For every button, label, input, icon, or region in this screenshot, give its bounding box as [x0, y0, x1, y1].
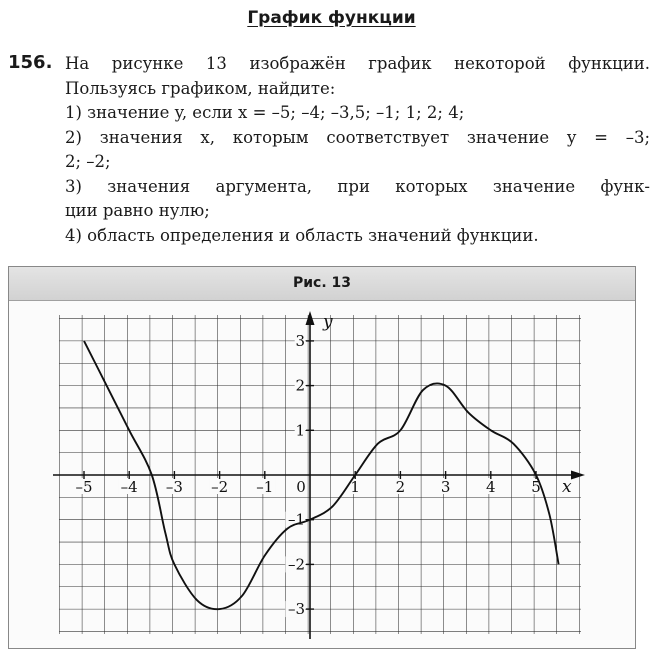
- y-tick-label: –2: [287, 555, 305, 574]
- problem-line: 2) значения x, которым соответствует значение y = –3;: [65, 127, 650, 147]
- y-axis-label: y: [323, 312, 333, 332]
- x-axis-label: x: [562, 477, 572, 497]
- x-tick-label: –4: [120, 478, 138, 496]
- x-tick-label: 2: [395, 478, 406, 496]
- x-tick-label: 3: [440, 478, 451, 496]
- problem-number: 156.: [8, 52, 53, 73]
- figure-13: [8, 266, 636, 649]
- y-tick-label: –3: [287, 600, 305, 619]
- problem-line: ции равно нулю;: [65, 201, 210, 220]
- function-graph: [9, 267, 635, 648]
- problem-line: 2; –2;: [65, 152, 111, 171]
- x-axis-arrow: [571, 471, 585, 480]
- x-tick-label: –1: [256, 478, 274, 496]
- problem-line: 1) значение y, если x = –5; –4; –3,5; –1; 1; 2; 4;: [65, 103, 465, 122]
- x-tick-label: –2: [211, 478, 229, 496]
- y-tick-label: –1: [287, 510, 305, 529]
- problem-text: [65, 52, 650, 248]
- x-tick-label: –5: [75, 478, 93, 496]
- x-tick-label: 0: [296, 478, 306, 496]
- problem-line: 4) область определения и область значений функции.: [65, 225, 539, 245]
- problem-line: На рисунке 13 изображён график некоторой функции.: [65, 54, 650, 73]
- y-tick-label: 1: [295, 421, 305, 440]
- figure-caption: Рис. 13: [292, 275, 352, 291]
- y-axis-arrow: [306, 311, 315, 325]
- x-tick-label: 5: [531, 478, 541, 496]
- y-tick-label: 3: [295, 331, 305, 350]
- problem-line: Пользуясь графиком, найдите:: [65, 78, 336, 98]
- x-tick-label: 1: [350, 478, 360, 496]
- x-tick-label: 4: [486, 478, 496, 496]
- section-title: График функции: [247, 8, 416, 28]
- y-tick-label: 2: [295, 376, 305, 395]
- problem-line: 3) значения аргумента, при которых значение функ-: [65, 176, 650, 196]
- x-tick-label: –3: [165, 478, 183, 496]
